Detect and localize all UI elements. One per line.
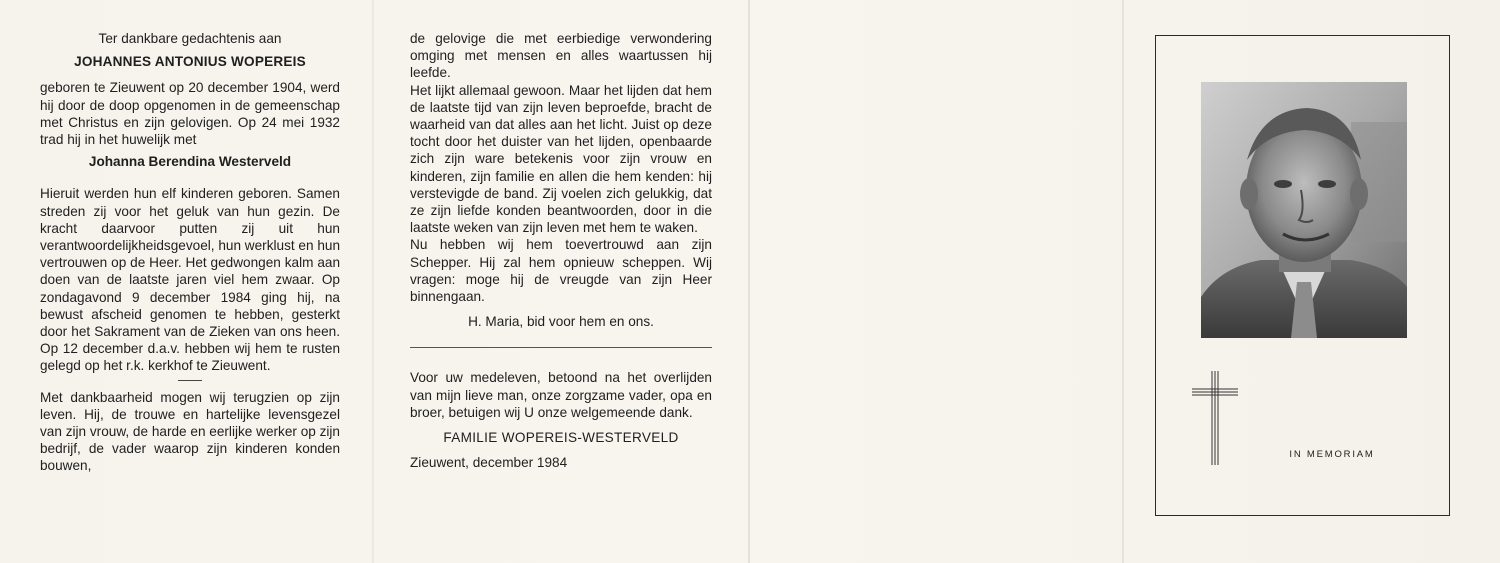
spouse-name: Johanna Berendina Westerveld: [88, 154, 292, 170]
suffering-paragraph: Het lijkt allemaal gewoon. Maar het lijden dat hem de laatste tijd van zijn leven beproefde, bracht de waarheid van dat alles aan het licht. Juist op deze tocht door het duister van het lijden, openbaarde zich zijn ware betekenis voor zijn vrouw en kinderen, zijn familie en allen die hem kenden: hij verstevigde de band. Zij voelen zich gelukkig, dat ze zijn liefde konden beantwoorden, door in die laatste weken van zijn leven met hem te waken.: [410, 82, 712, 236]
fold-line: [1122, 0, 1124, 563]
middle-text-panel: [410, 30, 712, 471]
greeting-line: Ter dankbare gedachtenis aan: [98, 31, 282, 46]
divider: [178, 380, 202, 381]
divider: [410, 347, 712, 348]
life-paragraph: Hieruit werden hun elf kinderen geboren. Samen streden zij voor het geluk van hun gezin. De kracht daarvoor putten zij uit hun verantwoordelijkheidsgevoel, hun werklust en hun vertrouwen op de Heer. Het gedwongen kalm aan doen van de laatste jaren viel hem zwaar. Op zondagavond 9 december 1984 ging hij, na bewust afscheid genomen te hebben, gesterkt door het Sakrament van de Zieken van ons heen. Op 12 december d.a.v. hebben wij hem te rusten gelegd op het r.k. kerkhof te Zieuwent.: [40, 186, 340, 374]
thanks-paragraph: Voor uw medeleven, betoond na het overlijden van mijn lieve man, onze zorgzame vader, opa en broer, betuigen wij U onze welgemeende dank.: [410, 370, 712, 420]
prayer-line: H. Maria, bid voor hem en ons.: [468, 314, 654, 330]
portrait-image-icon: [1201, 82, 1407, 338]
memoriam-label: IN MEMORIAM: [1289, 449, 1375, 460]
place-date: Zieuwent, december 1984: [410, 455, 568, 471]
reflection-paragraph: Met dankbaarheid mogen wij terugzien op zijn leven. Hij, de trouwe en hartelijke levensgezel van zijn vrouw, de harde en eerlijke werker op zijn bedrijf, de vader waarop zijn kinderen konden bouwen,: [40, 389, 340, 474]
left-text-panel: [40, 30, 340, 475]
continuation-paragraph: de gelovige die met eerbiedige verwondering omging met mensen en alles waartussen hij leefde.: [410, 31, 712, 81]
entrust-paragraph: Nu hebben wij hem toevertrouwd aan zijn Schepper. Hij zal hem opnieuw scheppen. Wij vragen: moge hij de vreugde van zijn Heer binnengaan.: [410, 237, 712, 305]
birth-paragraph: geboren te Zieuwent op 20 december 1904, werd hij door de doop opgenomen in de gemeenschap met Christus en zijn gelovigen. Op 24 mei 1932 trad hij in het huwelijk met: [40, 80, 340, 148]
fold-line: [372, 0, 374, 563]
fold-line: [748, 0, 750, 563]
family-signature: FAMILIE WOPEREIS-WESTERVELD: [443, 430, 679, 446]
deceased-name: JOHANNES ANTONIUS WOPEREIS: [74, 54, 306, 70]
cross-icon: [1192, 371, 1238, 465]
portrait-photo: [1201, 82, 1407, 338]
